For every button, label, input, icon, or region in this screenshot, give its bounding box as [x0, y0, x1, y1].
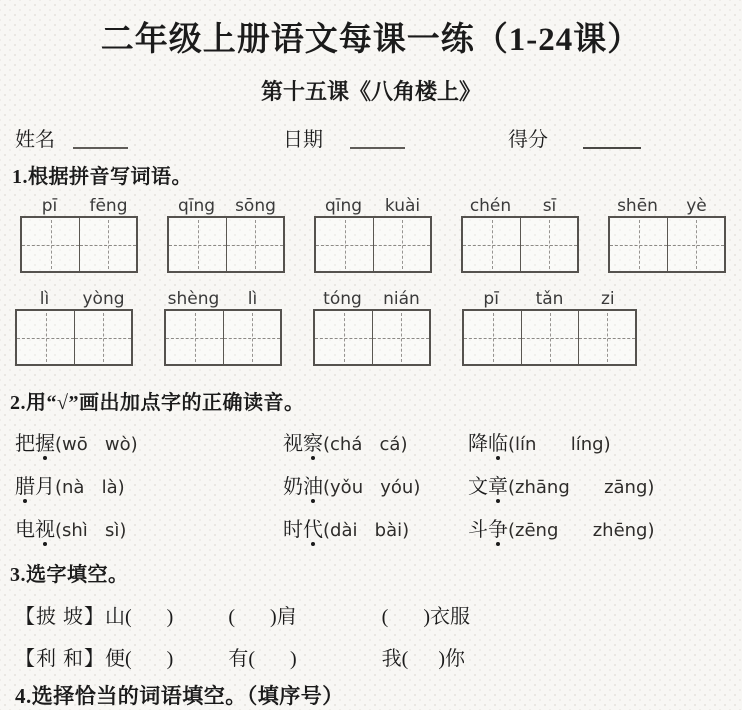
pinyin-word-group — [462, 284, 637, 366]
character: 奶 — [283, 476, 303, 498]
writing-grid — [20, 216, 138, 273]
target-word — [468, 433, 508, 455]
pronunciation-item — [468, 427, 742, 456]
character: 电 — [15, 519, 35, 541]
name-blank-line[interactable] — [73, 147, 128, 149]
worksheet-page — [0, 13, 742, 708]
fill-blank-item[interactable]: 有( ) — [228, 648, 297, 670]
writing-cell[interactable] — [463, 218, 520, 271]
pinyin-writing-section — [0, 191, 742, 366]
pronunciation-options[interactable]: (chá cá) — [323, 434, 408, 455]
writing-grid — [608, 216, 726, 273]
pinyin-word-row — [15, 284, 742, 366]
score-blank-line[interactable] — [583, 147, 641, 149]
pinyin-word-row — [20, 191, 742, 273]
pinyin-word-group — [15, 284, 133, 366]
writing-cell[interactable] — [315, 311, 372, 364]
writing-cell[interactable] — [610, 218, 667, 271]
character: 把 — [15, 433, 35, 455]
dotted-character: 腊 — [15, 470, 35, 499]
choose-character-section — [0, 600, 742, 671]
pinyin-word-group — [164, 284, 282, 366]
section4-heading: 4.选择恰当的词语填空。（填序号） — [15, 684, 344, 708]
pinyin-syllable: kuài — [384, 196, 421, 217]
writing-cell[interactable] — [521, 311, 578, 364]
info-row — [15, 122, 742, 152]
pronunciation-options[interactable]: (zēng zhēng) — [508, 520, 655, 541]
pronunciation-options[interactable]: (yǒu yóu) — [323, 477, 421, 498]
dotted-character: 察 — [303, 427, 323, 456]
pronunciation-options[interactable]: (zhāng zāng) — [508, 477, 655, 498]
pinyin-labels — [313, 284, 431, 309]
target-word — [468, 519, 508, 541]
dotted-character: 临 — [488, 427, 508, 456]
dotted-character: 争 — [488, 513, 508, 542]
writing-grid — [314, 216, 432, 273]
dotted-character: 握 — [35, 427, 55, 456]
character: 月 — [35, 476, 55, 498]
pinyin-word-group — [314, 191, 432, 273]
writing-grid — [15, 309, 133, 366]
writing-cell[interactable] — [223, 311, 280, 364]
pinyin-syllable: yòng — [82, 289, 125, 310]
pinyin-word-group — [313, 284, 431, 366]
pinyin-word-group — [20, 191, 138, 273]
target-word — [283, 476, 323, 498]
writing-grid — [164, 309, 282, 366]
character: 视 — [283, 433, 303, 455]
dotted-character: 代 — [303, 513, 323, 542]
pinyin-syllable: lì — [39, 289, 50, 310]
fill-blank-item[interactable]: ( )肩 — [228, 606, 297, 628]
pinyin-labels — [462, 284, 637, 309]
target-word — [15, 433, 55, 455]
target-word — [283, 433, 323, 455]
target-word — [15, 519, 55, 541]
pinyin-syllable: lì — [247, 289, 258, 310]
character: 文 — [468, 476, 488, 498]
writing-cell[interactable] — [17, 311, 74, 364]
character-choices-bracket: 【披 坡】 — [15, 606, 105, 628]
pronunciation-options[interactable]: (nà là) — [55, 477, 125, 498]
choose-character-row — [15, 642, 742, 671]
pronunciation-options[interactable]: (lín líng) — [508, 434, 611, 455]
pronunciation-item — [15, 513, 283, 542]
character: 降 — [468, 433, 488, 455]
pinyin-syllable: qīng — [177, 196, 216, 217]
writing-cell[interactable] — [667, 218, 724, 271]
pronunciation-item — [283, 427, 468, 456]
pronunciation-options[interactable]: (wō wò) — [55, 434, 138, 455]
writing-cell[interactable] — [520, 218, 577, 271]
name-label: 姓名 — [15, 129, 55, 151]
writing-cell[interactable] — [578, 311, 635, 364]
writing-cell[interactable] — [372, 311, 429, 364]
pinyin-labels — [167, 191, 285, 216]
fill-blank-item[interactable]: 我( )你 — [381, 648, 465, 670]
pinyin-syllable: sī — [542, 196, 557, 217]
pinyin-labels — [15, 284, 133, 309]
writing-cell[interactable] — [79, 218, 136, 271]
writing-grid — [167, 216, 285, 273]
dotted-character: 油 — [303, 470, 323, 499]
pinyin-syllable: pī — [41, 196, 58, 217]
pinyin-syllable: shēn — [617, 196, 658, 217]
writing-cell[interactable] — [464, 311, 521, 364]
pinyin-labels — [608, 191, 726, 216]
pronunciation-item — [468, 470, 742, 499]
writing-cell[interactable] — [226, 218, 283, 271]
pinyin-labels — [314, 191, 432, 216]
dotted-character: 章 — [488, 470, 508, 499]
section1-heading: 1.根据拼音写词语。 — [12, 166, 192, 188]
pronunciation-section — [15, 427, 742, 542]
date-blank-line[interactable] — [350, 147, 405, 149]
pinyin-syllable: chén — [469, 196, 512, 217]
writing-grid — [461, 216, 579, 273]
writing-cell[interactable] — [373, 218, 430, 271]
pronunciation-item — [283, 470, 468, 499]
pinyin-labels — [20, 191, 138, 216]
fill-blank-item[interactable]: 便( ) — [105, 648, 174, 670]
target-word — [468, 476, 508, 498]
pinyin-syllable: tǎn — [535, 289, 564, 310]
date-label: 日期 — [283, 129, 323, 151]
pinyin-word-group — [608, 191, 726, 273]
pronunciation-item — [15, 427, 283, 456]
character: 斗 — [468, 519, 488, 541]
pinyin-labels — [461, 191, 579, 216]
pinyin-syllable: nián — [383, 289, 420, 310]
pronunciation-options[interactable]: (shì sì) — [55, 520, 127, 541]
target-word — [283, 519, 323, 541]
page-title: 二年级上册语文每课一练（1-24课） — [100, 22, 642, 58]
pronunciation-item — [15, 470, 283, 499]
lesson-subtitle: 第十五课《八角楼上》 — [260, 79, 481, 104]
pronunciation-item — [283, 513, 468, 542]
writing-cell[interactable] — [166, 311, 223, 364]
character: 时 — [283, 519, 303, 541]
writing-cell[interactable] — [316, 218, 373, 271]
score-label: 得分 — [508, 129, 548, 151]
section3-heading: 3.选字填空。 — [10, 564, 129, 586]
writing-cell[interactable] — [74, 311, 131, 364]
section2-heading: 2.用“√”画出加点字的正确读音。 — [10, 392, 305, 414]
dotted-character: 视 — [35, 513, 55, 542]
pronunciation-options[interactable]: (dài bài) — [323, 520, 410, 541]
pinyin-syllable: tóng — [323, 289, 362, 310]
writing-grid — [462, 309, 637, 366]
pinyin-syllable: qīng — [324, 196, 363, 217]
choose-character-row — [15, 600, 742, 629]
character-choices-bracket: 【利 和】 — [15, 648, 105, 670]
pinyin-word-group — [461, 191, 579, 273]
pinyin-syllable: zi — [600, 289, 615, 310]
target-word — [15, 476, 55, 498]
writing-cell[interactable] — [169, 218, 226, 271]
pinyin-labels — [164, 284, 282, 309]
pinyin-word-group — [167, 191, 285, 273]
writing-grid — [313, 309, 431, 366]
pinyin-syllable: shèng — [167, 289, 220, 310]
pinyin-syllable: pī — [483, 289, 499, 310]
writing-cell[interactable] — [22, 218, 79, 271]
fill-blank-item[interactable]: 山( ) — [105, 606, 174, 628]
pronunciation-item — [468, 513, 742, 542]
pinyin-syllable: sōng — [235, 196, 276, 217]
pinyin-syllable: fēng — [89, 196, 128, 217]
fill-blank-item[interactable]: ( )衣服 — [381, 606, 470, 628]
pinyin-syllable: yè — [686, 196, 707, 217]
